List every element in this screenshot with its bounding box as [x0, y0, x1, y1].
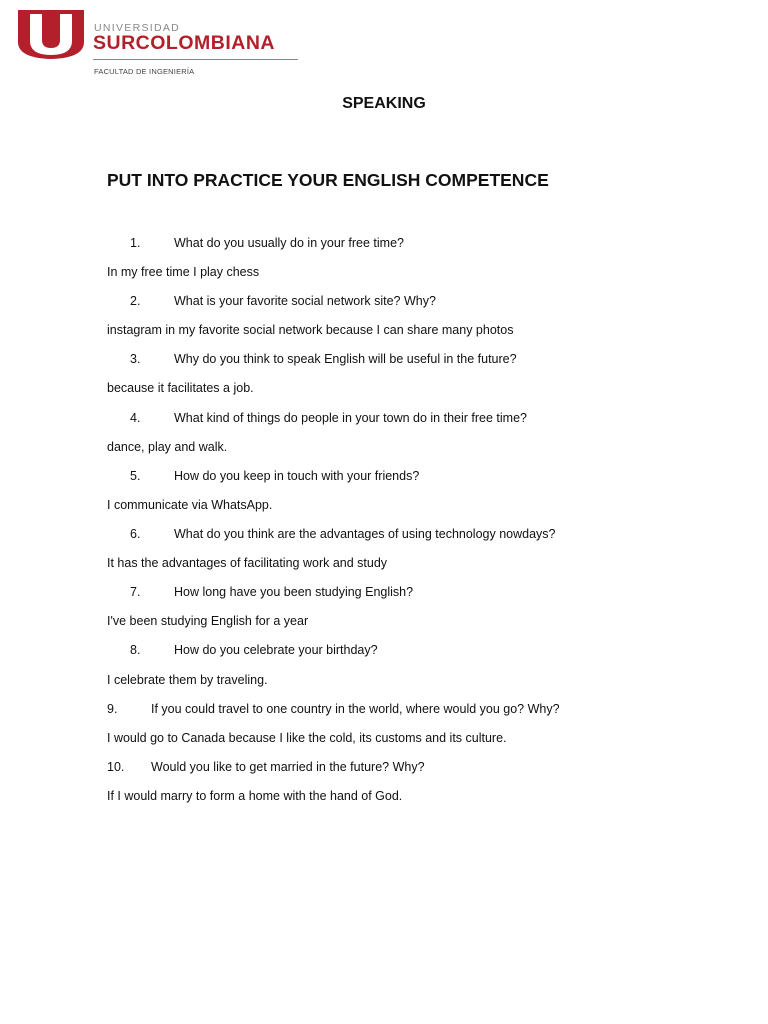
- question-text: Would you like to get married in the future? Why?: [151, 760, 425, 774]
- question-text: What do you usually do in your free time?: [174, 236, 404, 250]
- section-title: SPEAKING: [342, 95, 426, 112]
- question-number: 4.: [130, 411, 141, 425]
- question-number: 2.: [130, 294, 141, 308]
- university-logo: [16, 8, 86, 60]
- question-text: How long have you been studying English?: [174, 585, 414, 599]
- question-number: 5.: [130, 469, 141, 483]
- answer-text: In my free time I play chess: [107, 265, 260, 279]
- question-number: 9.: [107, 702, 118, 716]
- faculty-label: FACULTAD DE INGENIERÍA: [94, 67, 195, 76]
- header-divider: [93, 59, 298, 60]
- question-number: 7.: [130, 585, 141, 599]
- question-text: What is your favorite social network site? Why?: [174, 294, 436, 308]
- university-small-label: UNIVERSIDAD: [94, 22, 181, 34]
- svg-text:S: S: [41, 19, 61, 49]
- question-text: How do you celebrate your birthday?: [174, 643, 378, 657]
- answer-text: If I would marry to form a home with the hand of God.: [107, 789, 403, 803]
- university-name: SURCOLOMBIANA: [93, 32, 275, 54]
- question-text: If you could travel to one country in the world, where would you go? Why?: [151, 702, 560, 716]
- question-text: What kind of things do people in your town do in their free time?: [174, 411, 527, 425]
- university-shield-icon: [16, 8, 86, 60]
- answer-text: I communicate via WhatsApp.: [107, 498, 273, 512]
- answer-text: dance, play and walk.: [107, 440, 228, 454]
- answer-text: I celebrate them by traveling.: [107, 673, 268, 687]
- answer-text: I would go to Canada because I like the cold, its customs and its culture.: [107, 731, 507, 745]
- answer-text: because it facilitates a job.: [107, 381, 254, 395]
- answer-text: instagram in my favorite social network because I can share many photos: [107, 323, 514, 337]
- question-number: 8.: [130, 643, 141, 657]
- page-title: PUT INTO PRACTICE YOUR ENGLISH COMPETENCE: [107, 170, 549, 190]
- answer-text: It has the advantages of facilitating work and study: [107, 556, 388, 570]
- question-number: 3.: [130, 352, 141, 366]
- answer-text: I've been studying English for a year: [107, 614, 309, 628]
- question-text: How do you keep in touch with your friends?: [174, 469, 420, 483]
- question-text: Why do you think to speak English will be useful in the future?: [174, 352, 517, 366]
- question-number: 1.: [130, 236, 141, 250]
- question-number: 6.: [130, 527, 141, 541]
- question-text: What do you think are the advantages of using technology nowdays?: [174, 527, 556, 541]
- question-number: 10.: [107, 760, 125, 774]
